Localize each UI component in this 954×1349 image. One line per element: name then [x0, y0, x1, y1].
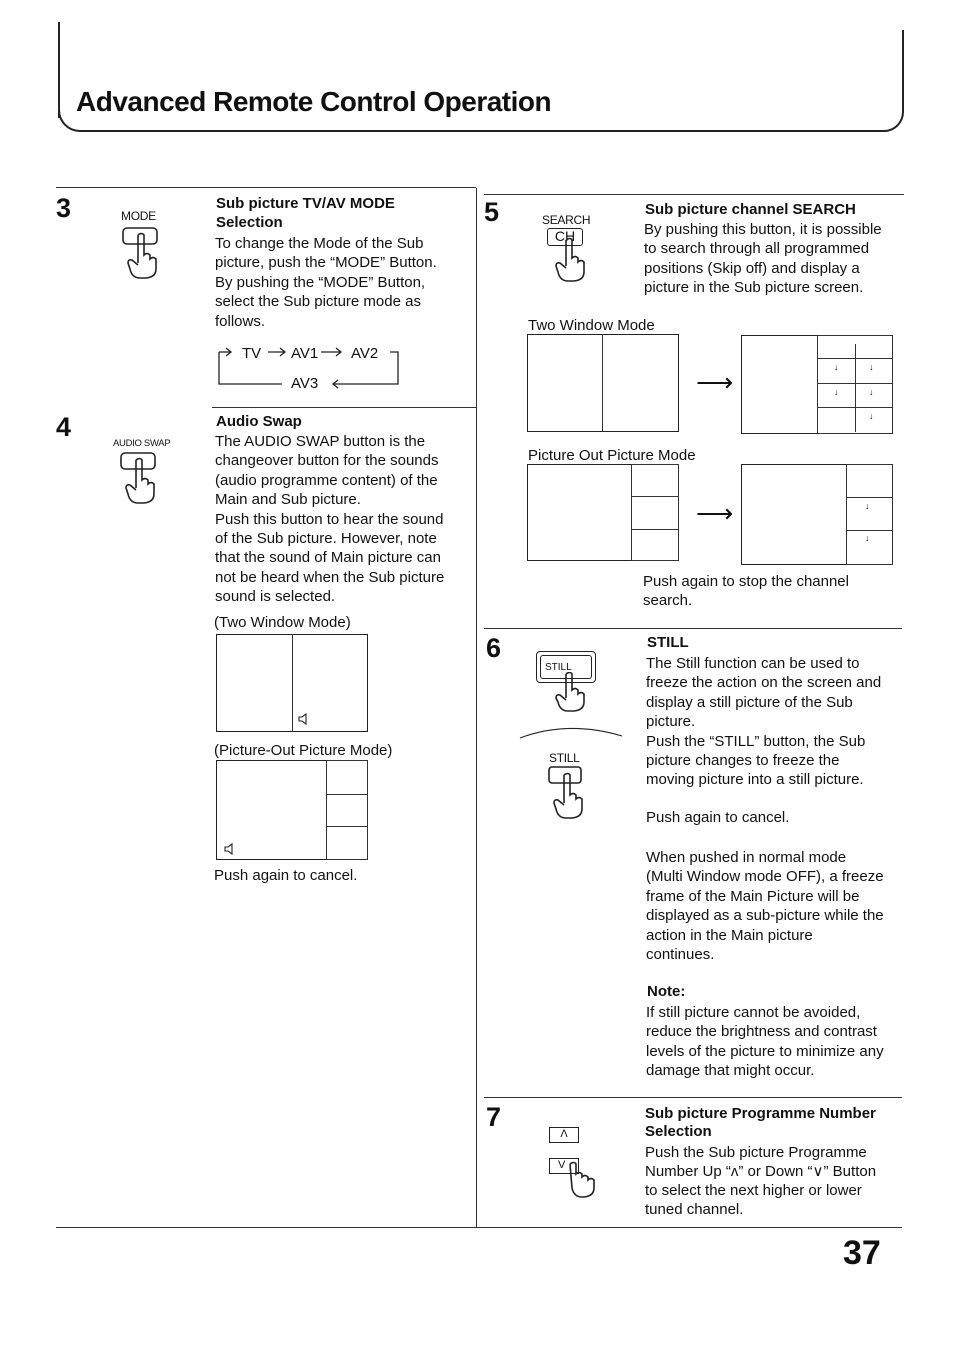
- step3-body-line: To change the Mode of the Sub: [215, 235, 424, 252]
- step6-normal-line: When pushed in normal mode: [646, 849, 847, 866]
- still-button-hand-icon[interactable]: [546, 765, 590, 821]
- step5-body-line: to search through all programmed: [644, 240, 870, 258]
- search-button-label: SEARCH: [542, 213, 591, 227]
- arrow-right-icon: ⟶: [696, 367, 734, 397]
- pop-sub-window-1: [631, 464, 679, 497]
- note-line: levels of the picture to minimize any: [646, 1042, 884, 1060]
- left-top-rule: [56, 187, 476, 188]
- step3-body-line: select the Sub picture mode as: [215, 293, 421, 311]
- step4-body-line: (audio programme content) of the: [215, 471, 438, 489]
- two-window-screen: [216, 634, 368, 732]
- rule-step4: [212, 407, 476, 408]
- step4-body-line: Main and Sub picture.: [215, 491, 361, 509]
- cycle-tv: TV: [242, 345, 262, 362]
- cycle-av1: AV1: [291, 345, 319, 362]
- search-tick-mark: ↓: [834, 387, 839, 397]
- search-pop-after: [741, 464, 893, 565]
- audio-swap-button-label: AUDIO SWAP: [113, 438, 171, 449]
- rule-step7: [484, 1097, 902, 1098]
- speaker-icon: [223, 843, 237, 855]
- pop-sub-window-2: [846, 497, 893, 531]
- step7-body-line: Number Up “ʌ” or Down “∨” Button: [645, 1163, 877, 1180]
- step6-normal-line: frame of the Main Picture will be: [646, 887, 860, 905]
- step4-body-line: The AUDIO SWAP button is the: [215, 433, 426, 450]
- step6-body: [646, 654, 904, 790]
- step5-body-line: By pushing this button, it is possible: [644, 221, 882, 238]
- step-number-3: 3: [56, 193, 72, 223]
- step-number-7: 7: [486, 1102, 502, 1132]
- step7-body-line: tuned channel.: [645, 1201, 744, 1218]
- step5-footer: [643, 572, 849, 611]
- ch-search-button[interactable]: CH: [547, 228, 583, 246]
- header-frame-right: [882, 30, 904, 132]
- step6-body-line: The Still function can be used to: [646, 655, 860, 672]
- step6-heading: STILL: [647, 634, 689, 651]
- still-hand-icon: [548, 672, 592, 716]
- audio-swap-button-hand-icon[interactable]: [118, 450, 162, 506]
- search-grid-line: [855, 344, 856, 432]
- arrow-right-icon: ⟶: [696, 498, 734, 528]
- step3-heading-line2: Selection: [216, 214, 283, 231]
- step6-normal-line: (Multi Window mode OFF), a freeze: [646, 868, 884, 886]
- step3-body-line: follows.: [215, 312, 266, 330]
- page-number: 37: [843, 1234, 881, 1272]
- remote-edge-curve: [518, 724, 626, 746]
- step6-normal-mode: [646, 848, 904, 964]
- step5-footer-line: Push again to stop the channel: [643, 573, 849, 590]
- step3-heading-line1: Sub picture TV/AV MODE: [216, 195, 395, 212]
- step7-body-line: to select the next higher or lower: [645, 1182, 862, 1199]
- step7-heading-line2: Selection: [645, 1123, 712, 1140]
- step-number-4: 4: [56, 412, 72, 442]
- still-button-label-2: STILL: [549, 751, 580, 765]
- rule-step6: [484, 628, 902, 629]
- search-tick-mark: ↓: [869, 362, 874, 372]
- right-top-rule: [484, 194, 904, 195]
- step4-caption-two-window: (Two Window Mode): [214, 614, 351, 631]
- step4-caption-pop: (Picture-Out Picture Mode): [214, 742, 393, 759]
- pop-sub-window-2: [326, 794, 368, 827]
- search-hand-icon: [548, 236, 592, 284]
- header-frame-bottom: [84, 130, 884, 132]
- step4-body-line: Push this button to hear the sound: [215, 510, 444, 528]
- step4-heading: Audio Swap: [216, 413, 302, 430]
- step3-body-line: picture, push the “MODE” Button.: [215, 254, 437, 272]
- step-number-6: 6: [486, 633, 502, 663]
- speaker-icon: [297, 713, 311, 725]
- pop-sub-window-1: [326, 760, 368, 795]
- step5-body-line: picture in the Sub picture screen.: [644, 279, 864, 297]
- step6-body-line: picture changes to freeze the: [646, 752, 840, 770]
- note-line: If still picture cannot be avoided,: [646, 1004, 861, 1021]
- step3-body-line: By pushing the “MODE” Button,: [215, 273, 426, 291]
- search-tick-mark: ↓: [865, 501, 870, 511]
- step7-heading-line1: Sub picture Programme Number: [645, 1105, 876, 1122]
- step6-body-line: moving picture into a still picture.: [646, 771, 864, 789]
- search-pop-before: [527, 464, 679, 561]
- column-divider: [476, 188, 477, 1228]
- two-window-divider: [602, 334, 603, 432]
- pop-sub-window-3: [631, 529, 679, 561]
- step6-body-line: freeze the action on the screen and: [646, 674, 882, 692]
- step6-body-line: picture.: [646, 713, 696, 731]
- programme-up-button[interactable]: Λ: [549, 1127, 579, 1143]
- step5-heading: Sub picture channel SEARCH: [645, 201, 856, 218]
- pop-screen: [216, 760, 368, 860]
- page-bottom-rule: [56, 1227, 902, 1228]
- search-tick-mark: ↓: [869, 387, 874, 397]
- step5-caption-two-window: Two Window Mode: [528, 317, 655, 334]
- step6-normal-line: displayed as a sub-picture while the: [646, 907, 884, 925]
- search-two-window-after: [741, 335, 893, 434]
- search-tick-mark: ↓: [865, 533, 870, 543]
- step4-body-line: changeover button for the sounds: [215, 452, 439, 470]
- note-heading: Note:: [647, 983, 686, 1000]
- pop-sub-window-2: [631, 496, 679, 530]
- step4-body: [215, 432, 473, 607]
- step5-body-line: positions (Skip off) and display a: [644, 259, 860, 277]
- step3-body: [215, 234, 473, 331]
- step7-body-line: Push the Sub picture Programme: [645, 1144, 867, 1161]
- step6-cancel: Push again to cancel.: [646, 809, 790, 826]
- step6-normal-line: action in the Main picture: [646, 926, 813, 944]
- step5-footer-line: search.: [643, 592, 693, 610]
- two-window-divider: [292, 634, 293, 732]
- step4-footer: Push again to cancel.: [214, 867, 358, 884]
- step4-body-line: not be heard when the Sub picture: [215, 568, 445, 586]
- step6-body-line: display a still picture of the Sub: [646, 693, 853, 711]
- note-line: damage that might occur.: [646, 1062, 815, 1080]
- mode-button-hand-icon[interactable]: [120, 225, 164, 281]
- cycle-av3: AV3: [291, 375, 319, 392]
- note-body: [646, 1003, 904, 1081]
- pop-sub-window-1: [846, 464, 893, 498]
- note-line: reduce the brightness and contrast: [646, 1023, 877, 1041]
- step6-normal-line: continues.: [646, 946, 715, 964]
- search-tick-mark: ↓: [834, 362, 839, 372]
- search-two-window-before: [527, 334, 679, 432]
- programme-hand-icon: [560, 1158, 606, 1200]
- pop-sub-window-3: [326, 826, 368, 860]
- search-tick-mark: ↓: [869, 411, 874, 421]
- programme-down-button[interactable]: V: [549, 1158, 579, 1174]
- step-number-5: 5: [484, 197, 500, 227]
- step4-body-line: sound is selected.: [215, 588, 336, 606]
- step6-body-line: Push the “STILL” button, the Sub: [646, 732, 866, 750]
- mode-button-label: MODE: [121, 209, 156, 223]
- cycle-av2: AV2: [351, 345, 379, 362]
- step7-body: [645, 1143, 903, 1219]
- step4-body-line: of the Sub picture. However, note: [215, 530, 437, 548]
- step5-caption-pop: Picture Out Picture Mode: [528, 447, 696, 464]
- step4-body-line: that the sound of Main picture can: [215, 549, 441, 567]
- step5-body: [644, 220, 902, 298]
- pop-sub-window-3: [846, 530, 893, 565]
- still-button-label: STILL: [545, 662, 572, 673]
- page-title: Advanced Remote Control Operation: [76, 86, 552, 117]
